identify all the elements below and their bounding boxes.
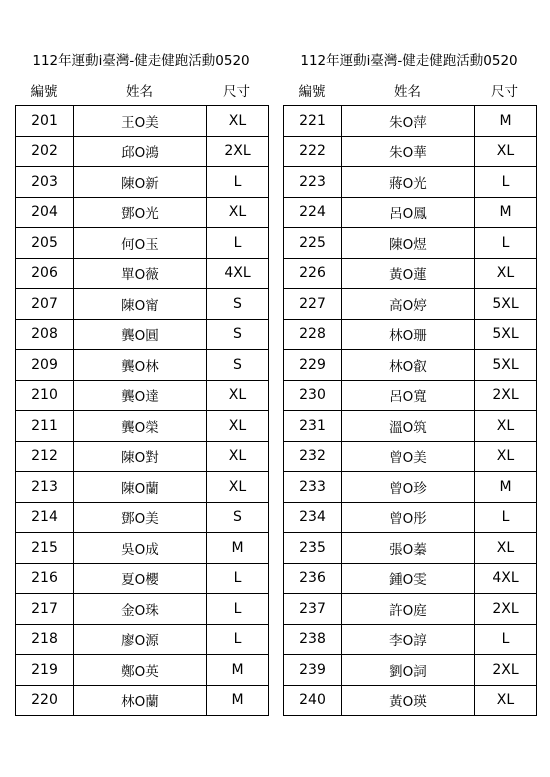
table-row	[284, 319, 537, 350]
cell-name: 陳O對	[74, 441, 207, 472]
cell-size: M	[475, 106, 537, 137]
table-row	[284, 106, 537, 137]
cell-number: 203	[16, 167, 74, 198]
cell-name: 林O蘭	[74, 685, 207, 716]
table-row	[16, 167, 269, 198]
table-row	[16, 106, 269, 137]
table-row	[284, 258, 537, 289]
cell-number: 229	[284, 350, 342, 381]
table-row	[16, 289, 269, 320]
cell-number: 224	[284, 197, 342, 228]
cell-name: 廖O源	[74, 624, 207, 655]
cell-size: 2XL	[207, 136, 269, 167]
cell-number: 211	[16, 411, 74, 442]
cell-number: 239	[284, 655, 342, 686]
cell-size: XL	[207, 472, 269, 503]
cell-name: 陳O煜	[342, 228, 475, 259]
table-row	[16, 502, 269, 533]
cell-size: L	[207, 563, 269, 594]
table-row	[284, 228, 537, 259]
table-row	[16, 594, 269, 625]
cell-name: 龔O榮	[74, 411, 207, 442]
table-row	[16, 136, 269, 167]
cell-name: 朱O華	[342, 136, 475, 167]
cell-size: XL	[475, 685, 537, 716]
header-number: 編號	[30, 84, 58, 100]
cell-name: 王O美	[74, 106, 207, 137]
table-row	[16, 319, 269, 350]
table-row	[16, 563, 269, 594]
cell-name: 林O叡	[342, 350, 475, 381]
cell-size: M	[475, 197, 537, 228]
cell-name: 龔O達	[74, 380, 207, 411]
cell-size: XL	[475, 441, 537, 472]
page-title-left: 112年運動i臺灣-健走健跑活動0520	[32, 53, 250, 69]
cell-size: 5XL	[475, 319, 537, 350]
table-row	[284, 197, 537, 228]
cell-number: 207	[16, 289, 74, 320]
table-row	[16, 411, 269, 442]
cell-number: 227	[284, 289, 342, 320]
cell-number: 206	[16, 258, 74, 289]
cell-name: 高O婷	[342, 289, 475, 320]
table-row	[16, 685, 269, 716]
cell-number: 204	[16, 197, 74, 228]
cell-size: M	[207, 533, 269, 564]
cell-size: XL	[475, 258, 537, 289]
cell-size: 5XL	[475, 350, 537, 381]
cell-number: 236	[284, 563, 342, 594]
cell-size: M	[207, 685, 269, 716]
cell-size: L	[207, 167, 269, 198]
cell-name: 何O玉	[74, 228, 207, 259]
cell-size: 2XL	[475, 655, 537, 686]
cell-number: 232	[284, 441, 342, 472]
table-row	[16, 258, 269, 289]
cell-number: 218	[16, 624, 74, 655]
cell-size: L	[207, 594, 269, 625]
header-name: 姓名	[394, 84, 421, 100]
cell-name: 單O薇	[74, 258, 207, 289]
cell-size: 4XL	[475, 563, 537, 594]
cell-name: 許O庭	[342, 594, 475, 625]
cell-number: 234	[284, 502, 342, 533]
cell-name: 龔O林	[74, 350, 207, 381]
cell-number: 240	[284, 685, 342, 716]
cell-name: 邱O鴻	[74, 136, 207, 167]
table-header-left	[15, 80, 267, 102]
cell-size: L	[475, 228, 537, 259]
cell-number: 226	[284, 258, 342, 289]
table-row	[284, 502, 537, 533]
cell-size: XL	[207, 106, 269, 137]
table-row	[284, 136, 537, 167]
table-row	[284, 594, 537, 625]
cell-number: 238	[284, 624, 342, 655]
roster-table-right	[283, 105, 537, 716]
cell-number: 213	[16, 472, 74, 503]
table-row	[16, 441, 269, 472]
cell-name: 黃O蓮	[342, 258, 475, 289]
table-row	[284, 685, 537, 716]
cell-size: 5XL	[475, 289, 537, 320]
table-row	[284, 380, 537, 411]
table-row	[16, 533, 269, 564]
cell-number: 230	[284, 380, 342, 411]
cell-size: L	[207, 624, 269, 655]
cell-size: 2XL	[475, 380, 537, 411]
table-row	[284, 624, 537, 655]
cell-number: 220	[16, 685, 74, 716]
cell-number: 221	[284, 106, 342, 137]
header-name: 姓名	[126, 84, 153, 100]
cell-name: 劉O詞	[342, 655, 475, 686]
cell-name: 夏O櫻	[74, 563, 207, 594]
table-row	[16, 380, 269, 411]
roster-table-left	[15, 105, 269, 716]
cell-number: 217	[16, 594, 74, 625]
cell-size: L	[475, 502, 537, 533]
cell-number: 237	[284, 594, 342, 625]
table-row	[284, 167, 537, 198]
table-row	[284, 289, 537, 320]
cell-size: S	[207, 319, 269, 350]
cell-size: XL	[207, 380, 269, 411]
header-number: 編號	[298, 84, 326, 100]
table-row	[284, 350, 537, 381]
cell-name: 陳O蘭	[74, 472, 207, 503]
cell-size: XL	[207, 441, 269, 472]
cell-name: 林O珊	[342, 319, 475, 350]
table-row	[284, 563, 537, 594]
cell-size: XL	[207, 197, 269, 228]
table-row	[284, 441, 537, 472]
table-row	[16, 624, 269, 655]
cell-size: XL	[475, 533, 537, 564]
cell-number: 208	[16, 319, 74, 350]
cell-number: 219	[16, 655, 74, 686]
table-header-right	[283, 80, 535, 102]
cell-name: 溫O筑	[342, 411, 475, 442]
table-row	[16, 228, 269, 259]
cell-name: 曾O彤	[342, 502, 475, 533]
cell-size: L	[475, 624, 537, 655]
cell-name: 朱O萍	[342, 106, 475, 137]
cell-name: 吳O成	[74, 533, 207, 564]
table-row	[284, 472, 537, 503]
cell-number: 210	[16, 380, 74, 411]
cell-name: 鍾O雯	[342, 563, 475, 594]
cell-size: S	[207, 350, 269, 381]
table-row	[16, 655, 269, 686]
cell-number: 233	[284, 472, 342, 503]
cell-size: XL	[475, 136, 537, 167]
cell-number: 225	[284, 228, 342, 259]
cell-number: 202	[16, 136, 74, 167]
cell-name: 呂O寬	[342, 380, 475, 411]
cell-number: 212	[16, 441, 74, 472]
cell-name: 張O蓁	[342, 533, 475, 564]
table-row	[284, 655, 537, 686]
cell-name: 鄭O英	[74, 655, 207, 686]
cell-size: XL	[475, 411, 537, 442]
cell-number: 214	[16, 502, 74, 533]
cell-number: 205	[16, 228, 74, 259]
cell-name: 陳O甯	[74, 289, 207, 320]
cell-size: S	[207, 289, 269, 320]
header-size: 尺寸	[491, 84, 518, 100]
table-row	[16, 472, 269, 503]
cell-name: 鄧O光	[74, 197, 207, 228]
cell-number: 235	[284, 533, 342, 564]
cell-size: S	[207, 502, 269, 533]
cell-name: 曾O珍	[342, 472, 475, 503]
cell-name: 蔣O光	[342, 167, 475, 198]
cell-name: 李O諄	[342, 624, 475, 655]
cell-size: XL	[207, 411, 269, 442]
table-row	[16, 350, 269, 381]
cell-size: M	[475, 472, 537, 503]
cell-name: 陳O新	[74, 167, 207, 198]
cell-name: 黃O瑛	[342, 685, 475, 716]
cell-number: 216	[16, 563, 74, 594]
cell-number: 231	[284, 411, 342, 442]
cell-name: 金O珠	[74, 594, 207, 625]
cell-name: 鄧O美	[74, 502, 207, 533]
cell-number: 201	[16, 106, 74, 137]
cell-number: 215	[16, 533, 74, 564]
cell-name: 呂O鳳	[342, 197, 475, 228]
cell-size: 2XL	[475, 594, 537, 625]
cell-number: 223	[284, 167, 342, 198]
cell-size: M	[207, 655, 269, 686]
cell-number: 209	[16, 350, 74, 381]
cell-name: 曾O美	[342, 441, 475, 472]
table-row	[16, 197, 269, 228]
cell-size: L	[475, 167, 537, 198]
cell-number: 222	[284, 136, 342, 167]
cell-size: 4XL	[207, 258, 269, 289]
cell-size: L	[207, 228, 269, 259]
cell-number: 228	[284, 319, 342, 350]
cell-name: 龔O圓	[74, 319, 207, 350]
page-title-right: 112年運動i臺灣-健走健跑活動0520	[300, 53, 518, 69]
table-row	[284, 411, 537, 442]
table-row	[284, 533, 537, 564]
header-size: 尺寸	[223, 84, 250, 100]
